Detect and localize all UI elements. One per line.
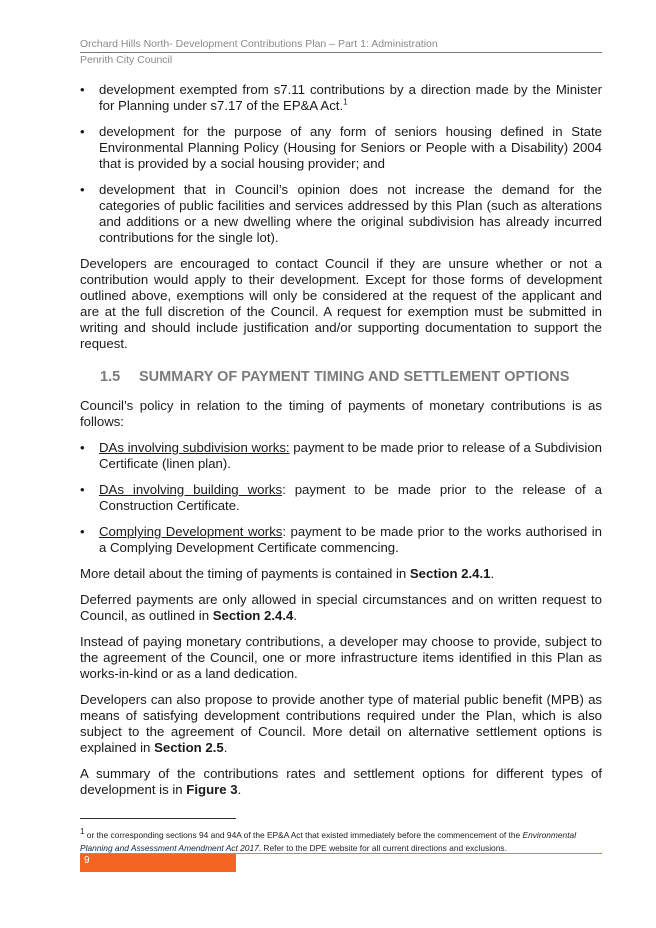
footnote: $^1$ or the corresponding sections 94 and 94A of the EP&A Act that existed immediately before the commencement of the Environmental Planning and Assessment Amendment Act 2017. Refer to the DPE website for all current directions and exclusions. <box>80 827 577 853</box>
paragraph-summary: A summary of the contributions rates and settlement options for different types of development is in Figure 3. <box>80 766 602 797</box>
paragraph-deferred: Deferred payments are only allowed in special circumstances and on written request to Council, as outlined in Section 2.4.4. <box>80 592 602 623</box>
footnote-ref[interactable]: 1 <box>343 97 348 107</box>
main-content <box>80 82 602 808</box>
section-ref[interactable]: Section 2.4.1 <box>409 566 491 581</box>
list-item: • Complying Development works: payment to be made prior to the works authorised in a Complying Development Certificate commencing. <box>80 524 602 556</box>
paragraph-works-in-kind: Instead of paying monetary contributions, a developer may choose to provide, subject to the agreement of the Council, one or more infrastructure items identified in this Plan as works-in-kind or as a land dedication. <box>80 634 602 681</box>
figure-ref[interactable]: Figure 3 <box>186 782 238 797</box>
timing-list <box>80 440 602 556</box>
footnote-mark: 1 <box>80 827 85 837</box>
exemption-list <box>80 82 602 246</box>
list-item: • development for the purpose of any form of seniors housing defined in State Environmental Planning Policy (Housing for Seniors or People with a Disability) 2004 that is provided by a social housing provider; and <box>80 124 602 172</box>
section-number: 1.5 <box>100 369 121 385</box>
section-title: SUMMARY OF PAYMENT TIMING AND SETTLEMENT OPTIONS <box>139 369 570 385</box>
header-org: Penrith City Council <box>80 54 173 66</box>
paragraph-mpb: Developers can also propose to provide another type of material public benefit (MPB) as means of satisfying development contributions required under the Plan, which is also subject to the agreement of Council. More detail on alternative settlement options is explained in Section 2.5. <box>80 692 602 755</box>
page-number: 9 <box>84 855 90 866</box>
running-header <box>80 37 602 67</box>
list-item: • development exempted from s7.11 contributions by a direction made by the Minister for Planning under s7.17 of the EP&A Act.$^1$ <box>80 82 602 114</box>
page-number-box <box>80 854 236 872</box>
list-item: • development that in Council’s opinion does not increase the demand for the categories of public facilities and services addressed by this Plan (such as alterations and additions or a new dwelling where the original subdivision has already incurred contributions for the single lot). <box>80 182 602 246</box>
header-title: Orchard Hills North- Development Contributions Plan – Part 1: Administration <box>80 37 602 53</box>
paragraph-detail: More detail about the timing of payments is contained in Section 2.4.1. <box>80 566 495 581</box>
list-item: • DAs involving building works: payment to be made prior to the release of a Construction Certificate. <box>80 482 602 514</box>
paragraph-policy: Council’s policy in relation to the timing of payments of monetary contributions is as follows: <box>80 398 602 429</box>
paragraph-exemption: Developers are encouraged to contact Council if they are unsure whether or not a contribution would apply to their development. Except for those forms of development outlined above, exemptions will only be considered at the request of the applicant and are at the full discretion of the Council. A request for exemption must be submitted in writing and should include justification and/or supporting documentation to support the request. <box>80 256 602 351</box>
footnote-divider <box>80 818 236 819</box>
section-ref[interactable]: Section 2.4.4 <box>212 608 294 623</box>
list-item: • DAs involving subdivision works: payment to be made prior to release of a Subdivision Certificate (linen plan). <box>80 440 602 472</box>
section-ref[interactable]: Section 2.5 <box>154 740 224 755</box>
section-heading <box>80 368 602 386</box>
